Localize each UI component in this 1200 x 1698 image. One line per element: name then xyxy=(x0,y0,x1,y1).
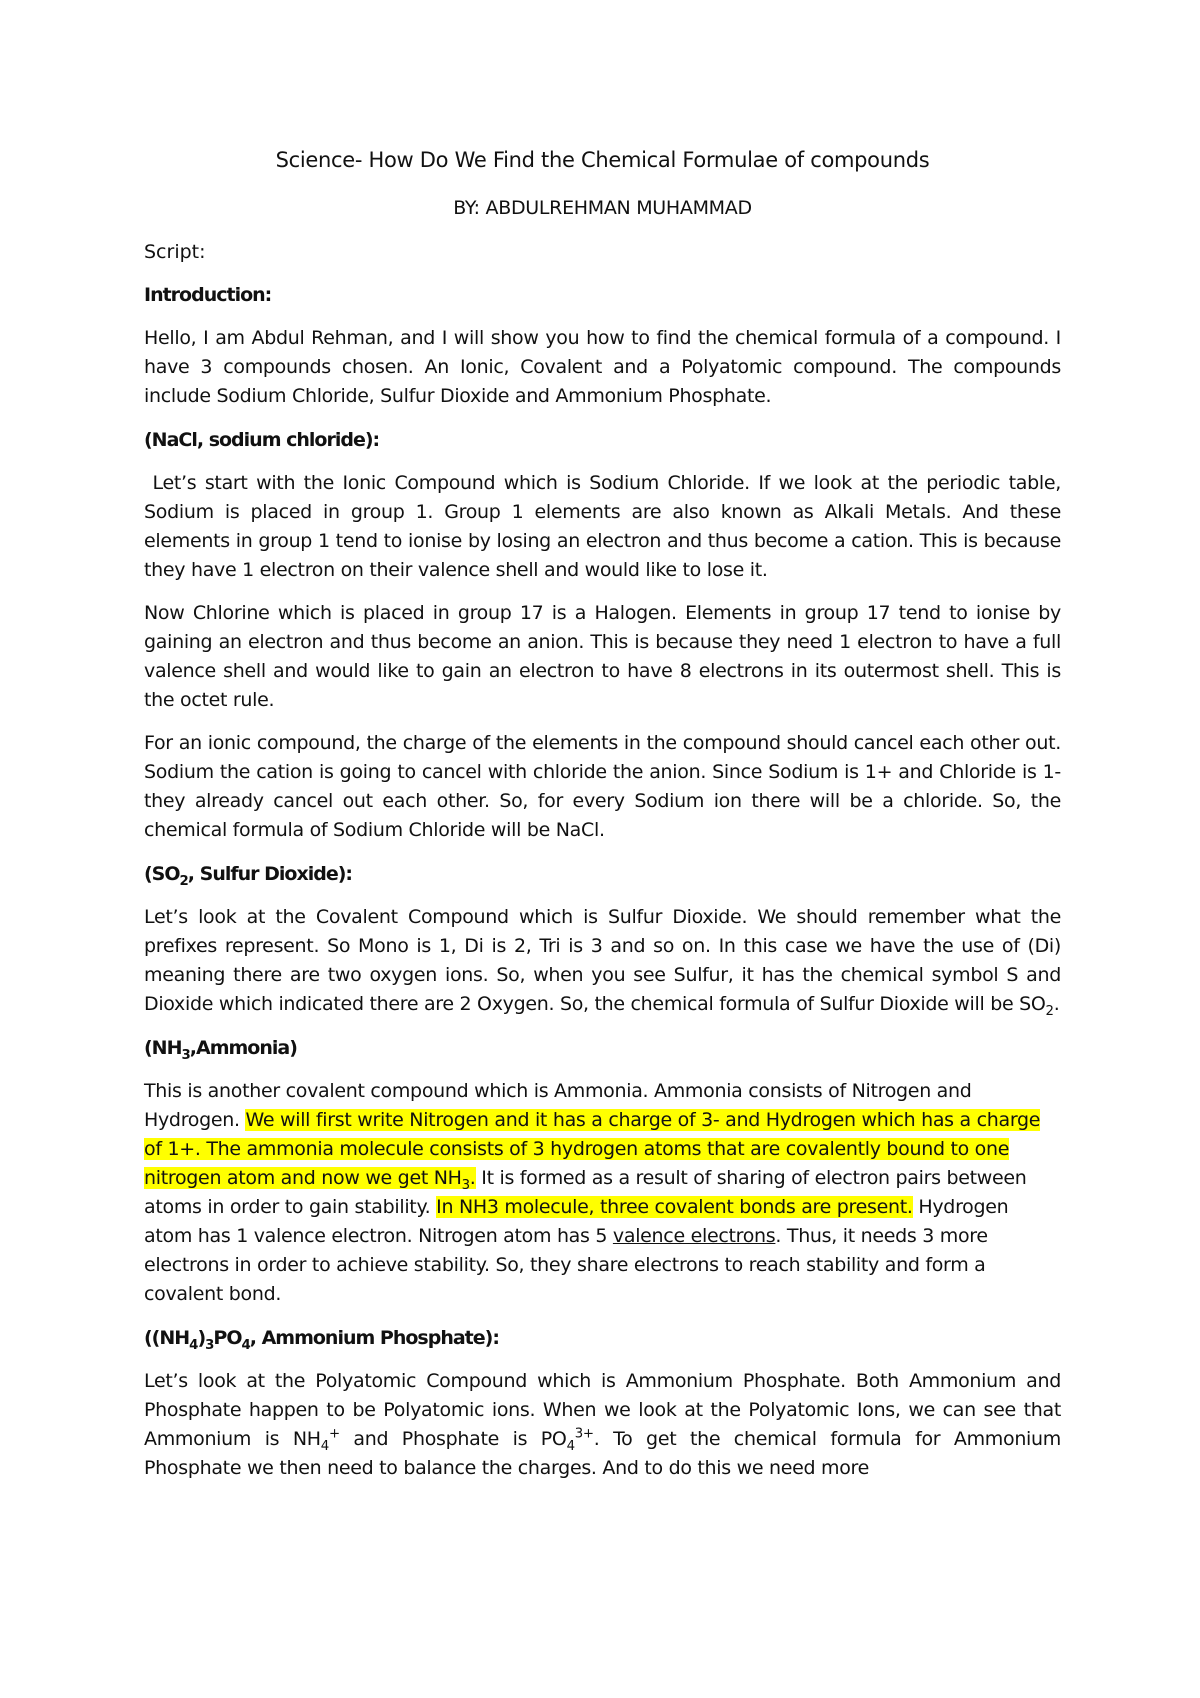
so2-formula-subscript: 2 xyxy=(1045,1003,1054,1019)
so2-heading-text-b: , Sulfur Dioxide): xyxy=(187,863,353,885)
nh3-text-1: This is another covalent compound which is Ammonia. Ammonia consists of Nitrogen and Hydrogen. xyxy=(144,1080,972,1131)
ap-heading-text-d: , Ammonium Phosphate): xyxy=(249,1327,499,1349)
nacl-paragraph-3: For an ionic compound, the charge of the elements in the compound should cancel each other out. Sodium the cation is going to cancel with chloride the anion. Since Sodium is 1+ and Chloride is 1- they already cancel out each other. So, for every Sodium ion there will be a chloride. So, the chemical formula of Sodium Chloride will be NaCl. xyxy=(144,732,1061,841)
nh3-highlight-subscript: 3 xyxy=(461,1177,470,1193)
ammonium-phosphate-paragraph xyxy=(144,1367,1061,1483)
ap-text-1: Let’s look at the Polyatomic Compound which is Ammonium Phosphate. Both Ammonium and Phosphate happen to be Polyatomic ions. When we look at the Polyatomic Ions, we can see that Ammonium is NH xyxy=(144,1370,1061,1450)
ap-heading-subscript-2: 3 xyxy=(205,1337,214,1353)
document-body xyxy=(144,142,1067,1497)
script-label: Script: xyxy=(144,241,206,263)
ap-heading-subscript-3: 4 xyxy=(241,1337,250,1353)
ap-text-2: and Phosphate is PO xyxy=(339,1428,567,1450)
ap-po4-superscript: 3+ xyxy=(574,1426,594,1442)
nh3-heading-text-a: (NH xyxy=(144,1037,182,1059)
ap-text-3: . To get the chemical formula for Ammonium Phosphate we then need to balance the charges. And to do this we need more xyxy=(144,1428,1061,1479)
ammonium-phosphate-heading xyxy=(144,1323,1061,1353)
ap-nh4-superscript: + xyxy=(328,1426,340,1442)
so2-heading xyxy=(144,859,1061,889)
nh3-text-3: Hydrogen atom has 1 valence electron. Nitrogen atom has 5 xyxy=(144,1196,1009,1247)
nh3-heading-subscript: 3 xyxy=(181,1047,190,1063)
so2-heading-text-a: (SO xyxy=(144,863,180,885)
nh3-highlight-2: In NH3 molecule, three covalent bonds are present. xyxy=(436,1196,913,1218)
ap-heading-subscript-1: 4 xyxy=(189,1337,198,1353)
ap-nh4-subscript: 4 xyxy=(320,1438,329,1454)
nh3-underlined-term: valence electrons xyxy=(612,1225,776,1247)
nacl-paragraph-2: Now Chlorine which is placed in group 17 is a Halogen. Elements in group 17 tend to ionise by gaining an electron and thus become an anion. This is because they need 1 electron to have a full valence shell and would like to gain an electron to have 8 electrons in its outermost shell. This is the octet rule. xyxy=(144,602,1061,711)
introduction-paragraph: Hello, I am Abdul Rehman, and I will show you how to find the chemical formula of a compound. I have 3 compounds chosen. An Ionic, Covalent and a Polyatomic compound. The compounds include Sodium Chloride, Sulfur Dioxide and Ammonium Phosphate. xyxy=(144,327,1061,407)
so2-paragraph-text: Let’s look at the Covalent Compound which is Sulfur Dioxide. We should remember what the prefixes represent. So Mono is 1, Di is 2, Tri is 3 and so on. In this case we have the use of (Di) meaning there are two oxygen ions. So, when you see Sulfur, it has the chemical symbol S and Dioxide which indicated there are 2 Oxygen. So, the chemical formula of Sulfur Dioxide will be SO xyxy=(144,906,1061,1015)
so2-heading-subscript: 2 xyxy=(179,873,188,889)
nacl-heading: (NaCl, sodium chloride): xyxy=(144,429,380,451)
nh3-heading xyxy=(144,1033,1061,1063)
ap-heading-text-b: ) xyxy=(197,1327,206,1349)
document-title: Science- How Do We Find the Chemical Formulae of compounds xyxy=(275,148,930,172)
so2-paragraph-end: . xyxy=(1053,993,1060,1015)
nh3-heading-text-b: ,Ammonia) xyxy=(189,1037,297,1059)
nh3-text-2: It is formed as a result of sharing of electron pairs between atoms in order to gain stability. xyxy=(144,1167,1027,1218)
nacl-paragraph-1: Let’s start with the Ionic Compound which is Sodium Chloride. If we look at the periodic table, Sodium is placed in group 1. Group 1 elements are also known as Alkali Metals. And these elements in group 1 tend to ionise by losing an electron and thus become a cation. This is because they have 1 electron on their valence shell and would like to lose it. xyxy=(144,472,1067,581)
so2-paragraph xyxy=(144,903,1061,1019)
nh3-paragraph xyxy=(144,1077,1061,1309)
nh3-highlight-1-text: We will first write Nitrogen and it has a charge of 3- and Hydrogen which has a charge of 1+. The ammonia molecule consists of 3 hydrogen atoms that are covalently bound to one nitrogen atom and now we get NH xyxy=(144,1109,1041,1189)
author-byline: BY: ABDULREHMAN MUHAMMAD xyxy=(453,197,752,219)
ap-po4-subscript: 4 xyxy=(566,1438,575,1454)
nh3-highlight-1-end: . xyxy=(469,1167,476,1189)
introduction-heading: Introduction: xyxy=(144,284,272,306)
ap-heading-text-c: PO xyxy=(213,1327,242,1349)
nh3-text-4: . Thus, it needs 3 more electrons in order to achieve stability. So, they share electrons to reach stability and form a covalent bond. xyxy=(144,1225,988,1305)
ap-heading-text-a: ((NH xyxy=(144,1327,190,1349)
